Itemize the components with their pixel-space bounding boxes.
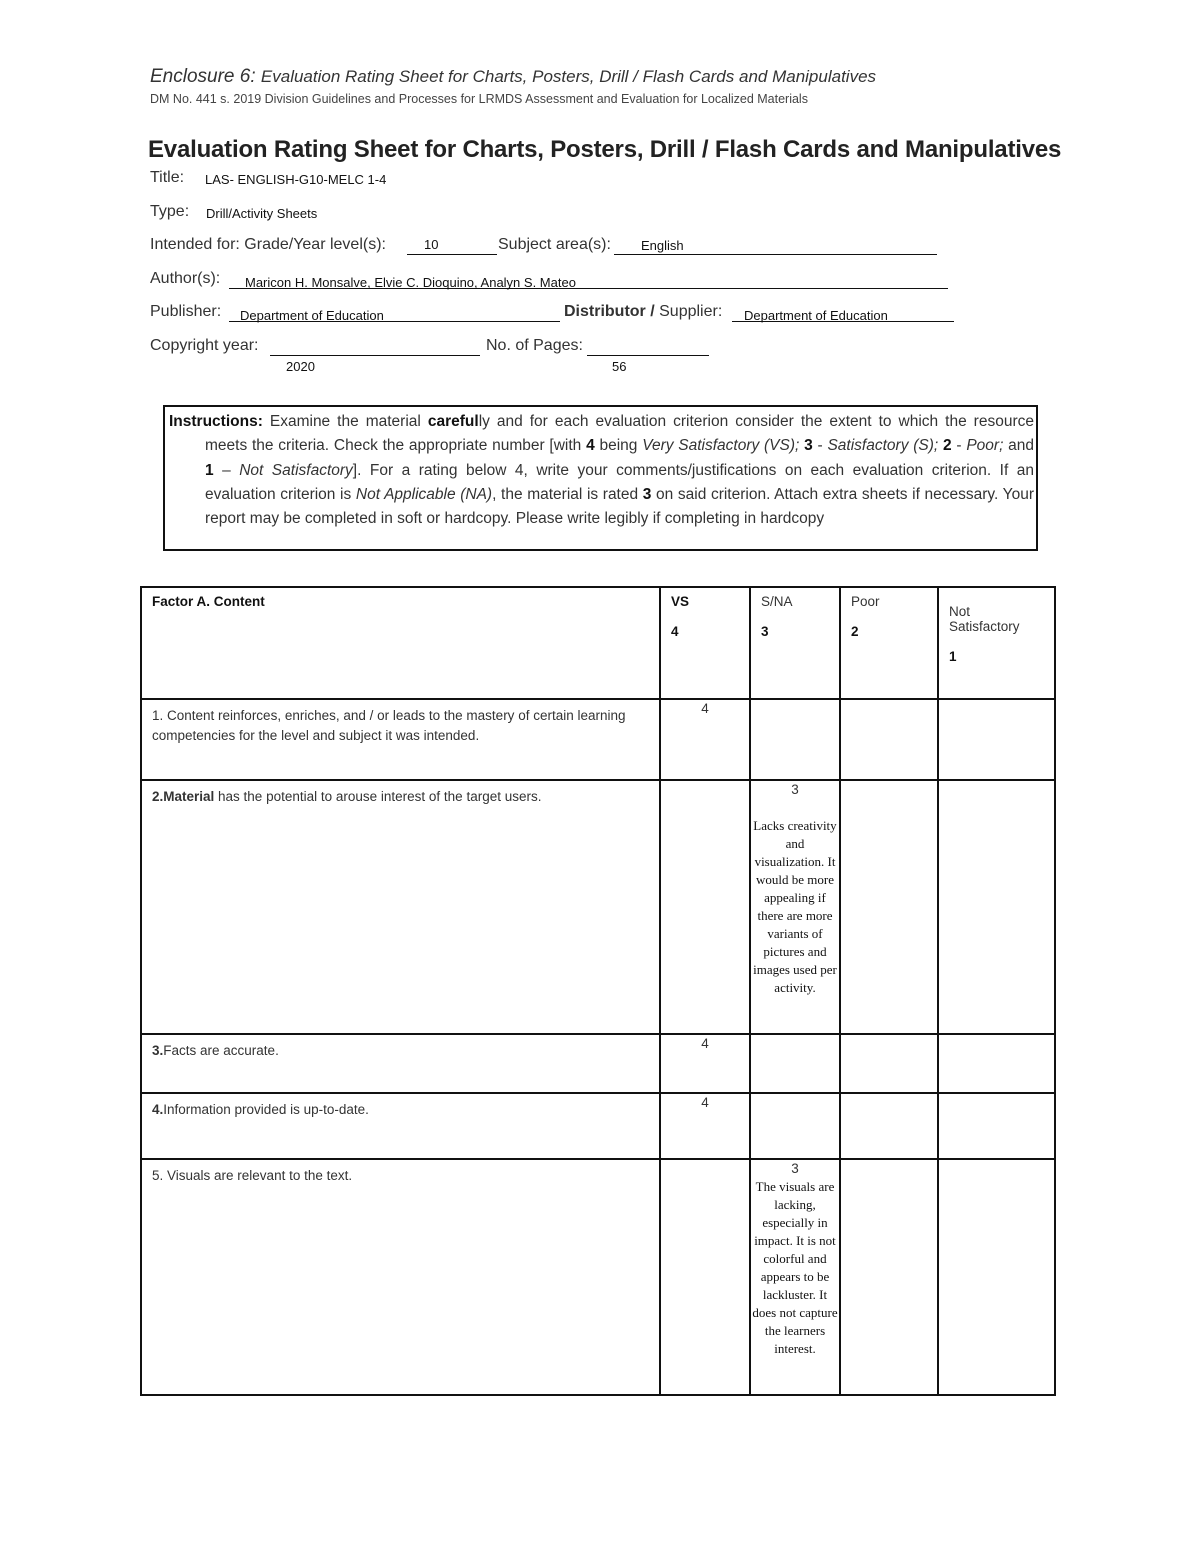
pages-label: No. of Pages: (486, 337, 583, 354)
distributor-supplier-label (564, 303, 722, 321)
title-label: Title: (150, 169, 185, 186)
ns-rating-3[interactable] (938, 1034, 1055, 1093)
poor-rating-2[interactable] (840, 780, 938, 1034)
dm-reference: DM No. 441 s. 2019 Division Guidelines and Processes for LRMDS Assessment and Evaluation for Localized Materials (150, 92, 808, 106)
enclosure-subtitle: Evaluation Rating Sheet for Charts, Posters, Drill / Flash Cards and Manipulatives (260, 67, 877, 86)
criterion-3: 3.Facts are accurate. (141, 1034, 660, 1093)
intended-label: Intended for: Grade/Year level(s): (150, 236, 386, 253)
instructions-box (163, 405, 1038, 551)
vs-rating-1[interactable]: 4 (660, 699, 750, 780)
vs-header: VS 4 (660, 587, 750, 699)
copyright-value: 2020 (286, 359, 315, 374)
instructions-label: Instructions: (169, 413, 263, 430)
grade-underline (407, 254, 497, 255)
subject-underline (614, 254, 937, 255)
sna-header: S/NA 3 (750, 587, 840, 699)
ns-rating-1[interactable] (938, 699, 1055, 780)
vs-rating-3[interactable]: 4 (660, 1034, 750, 1093)
publisher-label: Publisher: (150, 303, 222, 320)
sna-rating-2[interactable]: 3 Lacks creativity and visualization. It would be more appealing if there are more variants of pictures and images used per activity. (750, 780, 840, 1034)
enclosure-heading (150, 66, 876, 88)
supplier-label: Supplier: (659, 303, 723, 320)
poor-rating-5[interactable] (840, 1159, 938, 1395)
subject-value: English (641, 238, 684, 253)
poor-rating-4[interactable] (840, 1093, 938, 1159)
table-row (141, 1159, 1055, 1395)
vs-rating-5[interactable] (660, 1159, 750, 1395)
supplier-value: Department of Education (744, 308, 888, 323)
copyright-underline (270, 355, 480, 356)
criterion-1: 1. Content reinforces, enriches, and / or leads to the mastery of certain learning competencies for the level and subject it was intended. (141, 699, 660, 780)
authors-value: Maricon H. Monsalve, Elvie C. Dioquino, Analyn S. Mateo (245, 275, 576, 290)
instructions-text: Instructions: Examine the material carefully and for each evaluation criterion consider the extent to which the resource meets the criteria. Check the appropriate number [with 4 being Very Satisfactory (VS); 3 - Satisfactory (S); 2 - Poor; and 1 – Not Satisfactory]. For a rating below 4, write your comments/justifications on each evaluation criterion. If an evaluation criterion is Not Applicable (NA), the material is rated 3 on said criterion. Attach extra sheets if necessary. Your report may be completed in soft or hardcopy. Please write legibly if completing in hardcopy (169, 413, 1035, 528)
table-row (141, 780, 1055, 1034)
sna-rating-5[interactable]: 3 The visuals are lacking, especially in impact. It is not colorful and appears to be lackluster. It does not capture the learners interest. (750, 1159, 840, 1395)
comment-2: Lacks creativity and visualization. It would be more appealing if there are more variants of pictures and images used per activity. (753, 818, 837, 995)
publisher-value: Department of Education (240, 308, 384, 323)
table-row (141, 1093, 1055, 1159)
table-row (141, 699, 1055, 780)
comment-5: The visuals are lacking, especially in impact. It is not colorful and appears to be lackluster. It does not capture the learners interest. (752, 1179, 838, 1356)
ns-rating-5[interactable] (938, 1159, 1055, 1395)
table-row (141, 1034, 1055, 1093)
criterion-2: 2.Material has the potential to arouse interest of the target users. (141, 780, 660, 1034)
criterion-4: 4.Information provided is up-to-date. (141, 1093, 660, 1159)
title-value: LAS- ENGLISH-G10-MELC 1-4 (205, 172, 387, 187)
distributor-label: Distributor / (564, 303, 655, 320)
poor-rating-3[interactable] (840, 1034, 938, 1093)
sna-rating-3[interactable] (750, 1034, 840, 1093)
poor-rating-1[interactable] (840, 699, 938, 780)
poor-header: Poor 2 (840, 587, 938, 699)
pages-underline (587, 355, 709, 356)
grade-value: 10 (424, 237, 439, 252)
vs-rating-2[interactable] (660, 780, 750, 1034)
vs-rating-4[interactable]: 4 (660, 1093, 750, 1159)
subject-label: Subject area(s): (498, 236, 611, 253)
copyright-label: Copyright year: (150, 337, 259, 354)
ns-rating-4[interactable] (938, 1093, 1055, 1159)
table-header-row (141, 587, 1055, 699)
enclosure-label: Enclosure 6: (150, 66, 256, 87)
pages-value: 56 (612, 359, 627, 374)
evaluation-table (140, 586, 1056, 1396)
criterion-5: 5. Visuals are relevant to the text. (141, 1159, 660, 1395)
sna-rating-1[interactable] (750, 699, 840, 780)
type-label: Type: (150, 203, 190, 220)
sna-rating-4[interactable] (750, 1093, 840, 1159)
factor-header: Factor A. Content (141, 587, 660, 699)
authors-label: Author(s): (150, 270, 221, 287)
ns-rating-2[interactable] (938, 780, 1055, 1034)
not-satisfactory-header: Not Satisfactory 1 (938, 587, 1055, 699)
page-title: Evaluation Rating Sheet for Charts, Posters, Drill / Flash Cards and Manipulatives (148, 136, 1062, 163)
type-value: Drill/Activity Sheets (206, 206, 318, 221)
